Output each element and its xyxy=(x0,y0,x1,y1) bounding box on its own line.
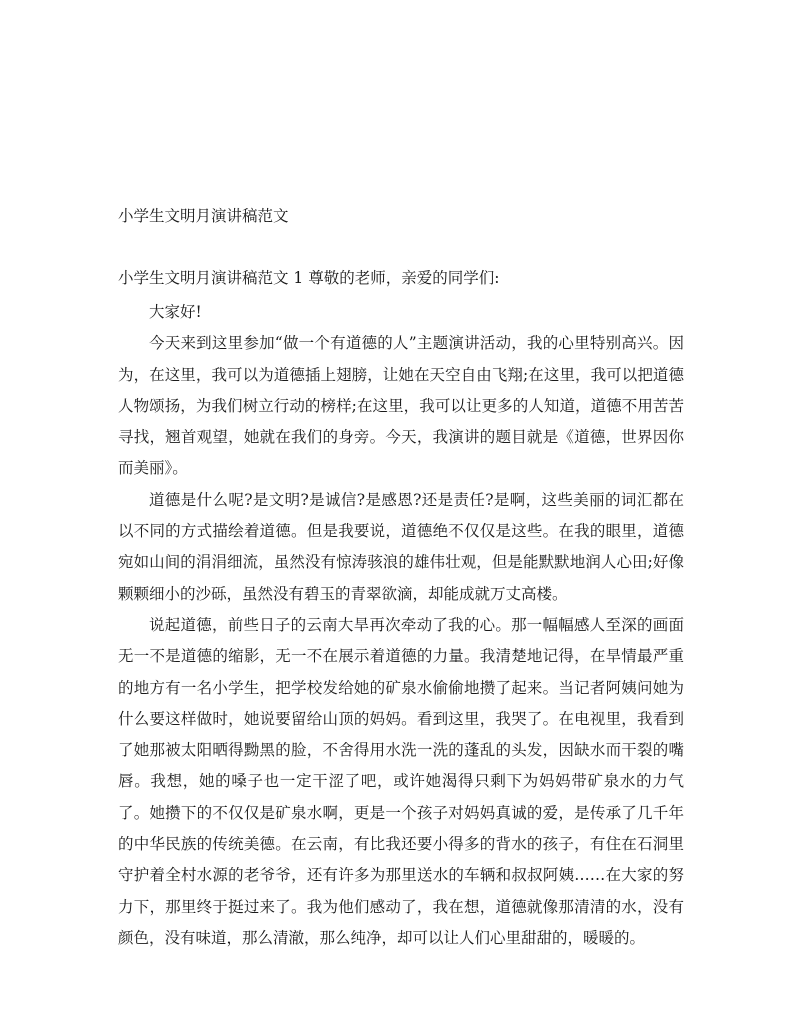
paragraph-greeting: 大家好! xyxy=(149,303,202,321)
speech-body xyxy=(118,297,684,954)
salutation-line: 小学生文明月演讲稿范文 1 尊敬的老师，亲爱的同学们: xyxy=(118,269,500,287)
document-title: 小学生文明月演讲稿范文 xyxy=(118,207,289,225)
paragraph-opening: 今天来到这里参加“做一个有道德的人”主题演讲活动，我的心里特别高兴。因为，在这里，我可以为道德插上翅膀，让她在天空自由飞翔;在这里，我可以把道德人物颂扬，为我们树立行动的榜样;在这里，我可以让更多的人知道，道德不用苦苦寻找，翘首观望，她就在我们的身旁。今天，我演讲的题目就是《道德，世界因你而美丽》。 xyxy=(118,334,684,478)
paragraph-yunnan-drought: 说起道德，前些日子的云南大旱再次牵动了我的心。那一幅幅感人至深的画面无一不是道德的缩影，无一不在展示着道德的力量。我清楚地记得，在旱情最严重的地方有一名小学生，把学校发给她的矿泉水偷偷地攒了起来。当记者阿姨问她为什么要这样做时，她说要留给山顶的妈妈。看到这里，我哭了。在电视里，我看到了她那被太阳晒得黝黑的脸，不舍得用水洗一洗的蓬乱的头发，因缺水而干裂的嘴唇。我想，她的嗓子也一定干涩了吧，或许她渴得只剩下为妈妈带矿泉水的力气了。她攒下的不仅仅是矿泉水啊，更是一个孩子对妈妈真诚的爱，是传承了几千年的中华民族的传统美德。在云南，有比我还要小得多的背水的孩子，有住在石洞里守护着全村水源的老爷爷，还有许多为那里送水的车辆和叔叔阿姨……在大家的努力下，那里终于挺过来了。我为他们感动了，我在想，道德就像那清清的水，没有颜色，没有味道，那么清澈，那么纯净，却可以让人们心里甜甜的，暖暖的。 xyxy=(118,615,684,947)
paragraph-what-is-morality: 道德是什么呢?是文明?是诚信?是感恩?还是责任?是啊，这些美丽的词汇都在以不同的方式描绘着道德。但是我要说，道德绝不仅仅是这些。在我的眼里，道德宛如山间的涓涓细流，虽然没有惊涛骇浪的雄伟壮观，但是能默默地润人心田;好像颗颗细小的沙砾，虽然没有碧玉的青翠欲滴，却能成就万丈高楼。 xyxy=(118,490,684,603)
